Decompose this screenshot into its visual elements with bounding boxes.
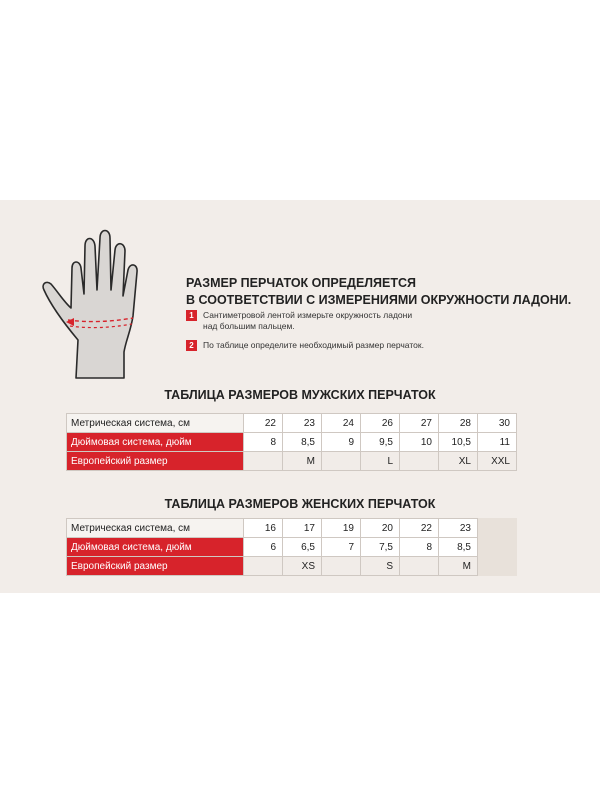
table-row (67, 538, 517, 557)
table-cell: 24 (322, 414, 361, 433)
table-cell: 28 (439, 414, 478, 433)
table-cell (322, 557, 361, 576)
table-cell (322, 452, 361, 471)
table-cell: 23 (283, 414, 322, 433)
table-cell: 23 (439, 519, 478, 538)
table-cell (400, 452, 439, 471)
table-cell: 8,5 (283, 433, 322, 452)
table-row (67, 433, 517, 452)
table-cell: 6 (244, 538, 283, 557)
table-cell: 20 (361, 519, 400, 538)
table-row (67, 519, 517, 538)
intro-title-line-2: В СООТВЕТСТВИИ С ИЗМЕРЕНИЯМИ ОКРУЖНОСТИ ЛАДОНИ. (186, 293, 572, 307)
table-cell (244, 557, 283, 576)
table-cell: S (361, 557, 400, 576)
table-row (67, 557, 517, 576)
step-1-text-line-1: Сантиметровой лентой измерьте окружность ладони (203, 310, 413, 320)
table-cell: 7 (322, 538, 361, 557)
table-cell: XXL (478, 452, 517, 471)
step-1 (186, 310, 412, 332)
step-2-text: По таблице определите необходимый размер перчаток. (203, 340, 424, 350)
table-cell: 8 (244, 433, 283, 452)
empty-cell (478, 519, 517, 538)
row-label: Дюймовая система, дюйм (67, 538, 244, 557)
table-cell (400, 557, 439, 576)
table-cell: 9 (322, 433, 361, 452)
step-2 (186, 340, 424, 351)
men-table-title: ТАБЛИЦА РАЗМЕРОВ МУЖСКИХ ПЕРЧАТОК (164, 388, 436, 402)
table-cell: 6,5 (283, 538, 322, 557)
table-cell: 19 (322, 519, 361, 538)
hand-measurement-icon (38, 228, 158, 380)
table-cell: M (439, 557, 478, 576)
step-1-text-line-2: над большим пальцем. (203, 321, 295, 331)
table-cell: 9,5 (361, 433, 400, 452)
table-cell: 17 (283, 519, 322, 538)
table-row (67, 414, 517, 433)
empty-cell (478, 538, 517, 557)
table-cell (244, 452, 283, 471)
table-cell: 7,5 (361, 538, 400, 557)
row-label: Европейский размер (67, 452, 244, 471)
row-label: Метрическая система, см (67, 519, 244, 538)
table-cell: 8,5 (439, 538, 478, 557)
table-cell: XS (283, 557, 322, 576)
women-table-title: ТАБЛИЦА РАЗМЕРОВ ЖЕНСКИХ ПЕРЧАТОК (164, 497, 436, 511)
table-cell: XL (439, 452, 478, 471)
table-cell: 16 (244, 519, 283, 538)
step-number-badge: 2 (186, 340, 197, 351)
table-cell: 8 (400, 538, 439, 557)
intro-title-line-1: РАЗМЕР ПЕРЧАТОК ОПРЕДЕЛЯЕТСЯ (186, 276, 417, 290)
table-cell: 22 (400, 519, 439, 538)
table-row (67, 452, 517, 471)
table-cell: 11 (478, 433, 517, 452)
table-cell: 30 (478, 414, 517, 433)
empty-cell (478, 557, 517, 576)
men-size-table (66, 413, 517, 471)
step-number-badge: 1 (186, 310, 197, 321)
table-cell: 10 (400, 433, 439, 452)
table-cell: 10,5 (439, 433, 478, 452)
intro-title (186, 275, 571, 309)
row-label: Дюймовая система, дюйм (67, 433, 244, 452)
table-cell: 27 (400, 414, 439, 433)
table-cell: M (283, 452, 322, 471)
table-cell: 22 (244, 414, 283, 433)
table-cell: L (361, 452, 400, 471)
row-label: Европейский размер (67, 557, 244, 576)
row-label: Метрическая система, см (67, 414, 244, 433)
table-cell: 26 (361, 414, 400, 433)
women-size-table (66, 518, 517, 576)
